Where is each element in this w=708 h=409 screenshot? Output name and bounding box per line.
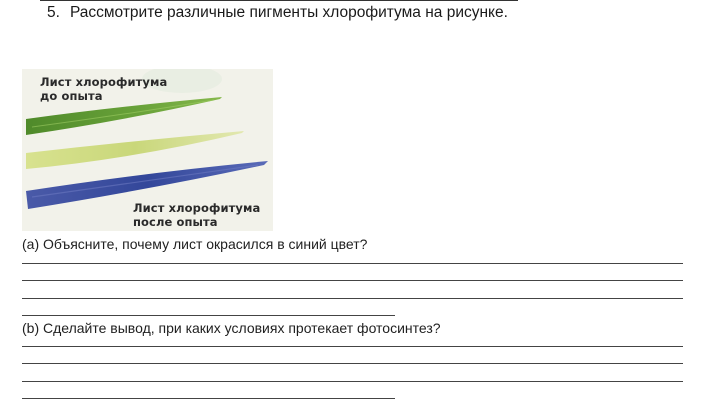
question-a: (a) Объясните, почему лист окрасился в синий цвет? [22, 236, 368, 252]
answer-line-b-3[interactable] [22, 381, 683, 382]
task-title [47, 4, 508, 22]
answer-line-a-3[interactable] [22, 298, 683, 299]
label-after-line2: после опыта [133, 215, 218, 229]
answer-line-a-2[interactable] [22, 280, 683, 281]
label-after-experiment [133, 201, 260, 229]
answer-line-b-1[interactable] [22, 346, 683, 347]
label-before-experiment [40, 75, 167, 103]
answer-line-b-2[interactable] [22, 363, 683, 364]
answer-line-b-4[interactable] [22, 398, 395, 399]
label-before-line1: Лист хлорофитума [40, 75, 168, 89]
task-text: Рассмотрите различные пигменты хлорофитума на рисунке. [69, 4, 508, 21]
label-after-line1: Лист хлорофитума [133, 201, 261, 215]
label-before-line2: до опыта [40, 89, 103, 103]
question-b: (b) Сделайте вывод, при каких условиях протекает фотосинтез? [22, 320, 441, 336]
top-rule [40, 0, 518, 1]
answer-line-a-4[interactable] [22, 315, 395, 316]
answer-line-a-1[interactable] [22, 263, 683, 264]
task-number: 5. [47, 4, 60, 21]
chlorophytum-figure [22, 69, 273, 231]
